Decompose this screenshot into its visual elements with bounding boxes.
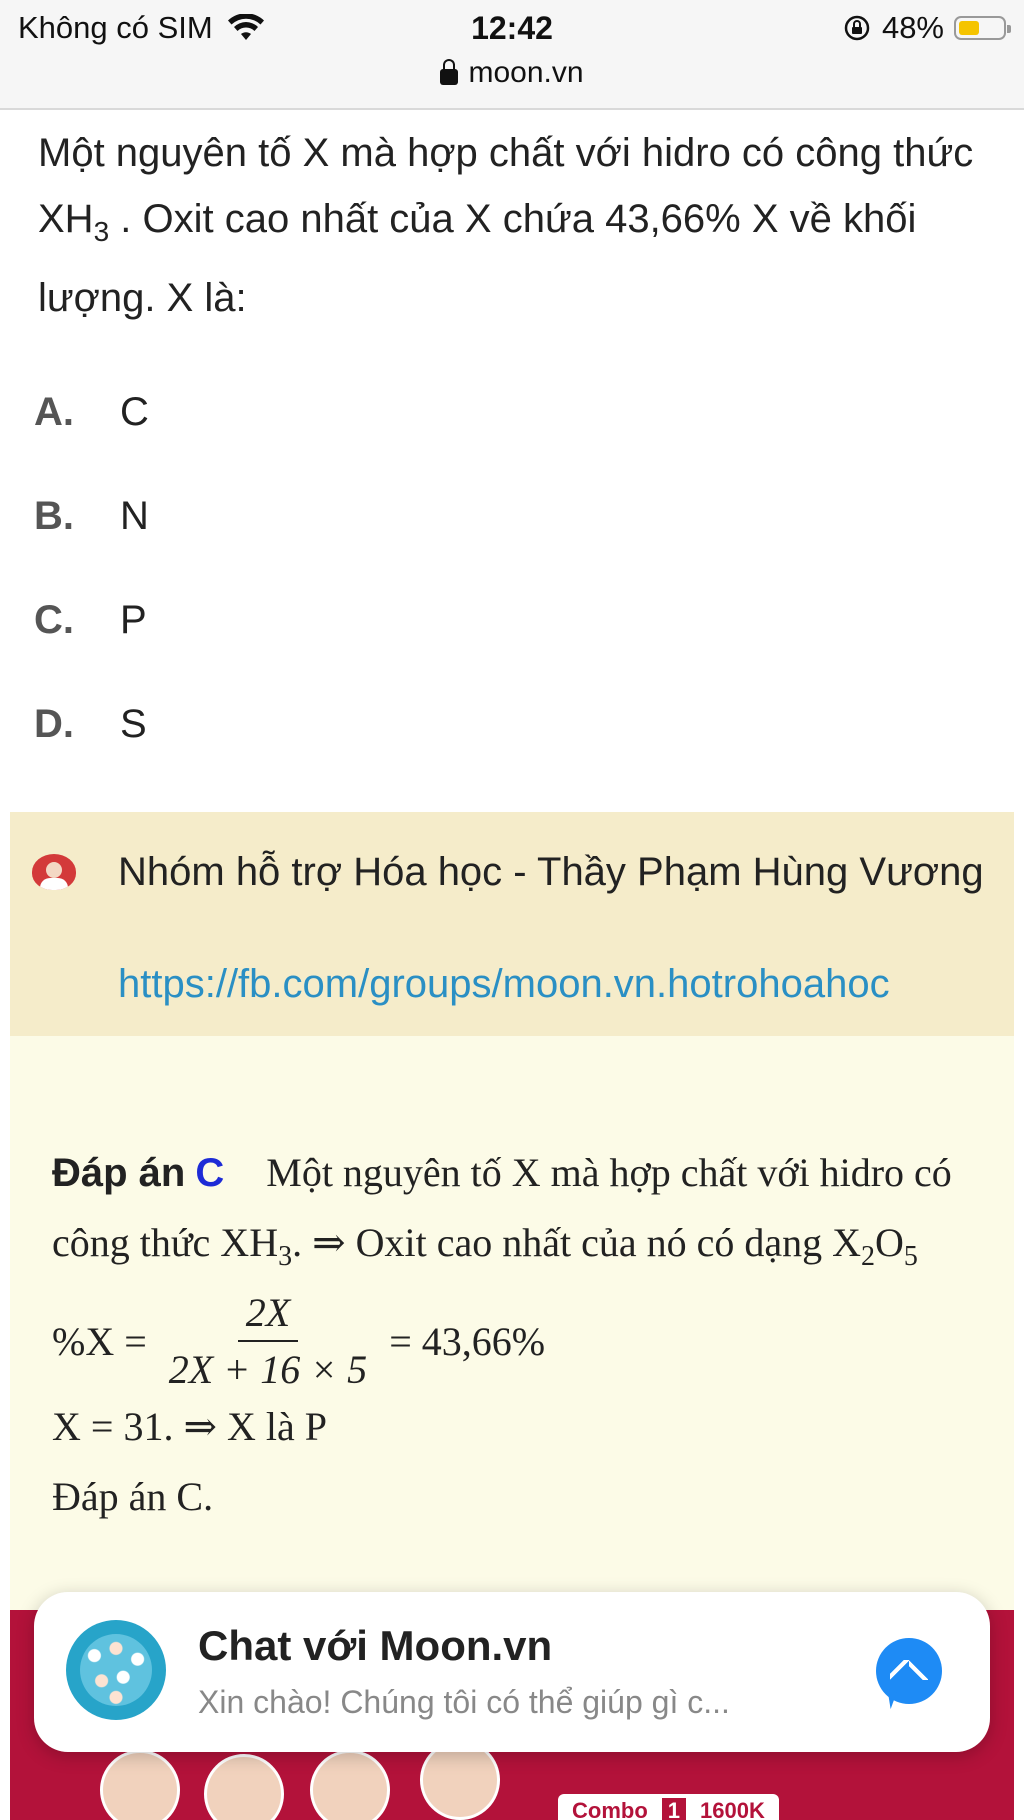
formula-fraction: [161, 1286, 375, 1398]
clock: 12:42: [471, 10, 553, 46]
status-bar: [0, 0, 1024, 110]
question-text: [38, 120, 988, 331]
oxide-sub2: 5: [903, 1241, 918, 1272]
moon-logo-icon: [66, 1620, 166, 1720]
answer-key: C: [195, 1151, 225, 1195]
oxide-o: O: [874, 1220, 904, 1265]
logo-graphic: [80, 1634, 152, 1706]
answer-line1-sub: 3: [278, 1241, 293, 1272]
teacher-photo: [310, 1750, 390, 1820]
option-letter: A.: [34, 389, 74, 434]
option-text: S: [120, 701, 147, 746]
battery-percent: 48%: [881, 10, 944, 45]
answer-line1-end: . ⇒ Oxit cao nhất của nó có dạng X: [292, 1220, 861, 1265]
support-group-title: Nhóm hỗ trợ Hóa học - Thầy Phạm Hùng Vương: [118, 850, 984, 894]
option-a[interactable]: [34, 360, 149, 464]
answer-paragraph: [52, 1138, 992, 1292]
option-letter: B.: [34, 493, 74, 538]
teacher-photo: [420, 1740, 500, 1820]
chat-subtitle: Xin chào! Chúng tôi có thể giúp gì c...: [198, 1684, 730, 1720]
option-letter: D.: [34, 701, 74, 746]
carrier-label: Không có SIM: [18, 10, 213, 45]
support-group-box: [10, 812, 1014, 1036]
formula-numerator: 2X: [238, 1286, 298, 1342]
answer-line1: Một nguyên tố X mà hợp chất với hidro có công thức XH: [52, 1150, 952, 1265]
answer-label: Đáp án: [52, 1151, 186, 1195]
chat-widget[interactable]: [34, 1592, 990, 1752]
combo-price: 1600K: [700, 1798, 765, 1820]
option-letter: C.: [34, 597, 74, 642]
option-c[interactable]: [34, 568, 149, 672]
support-group-link[interactable]: https://fb.com/groups/moon.vn.hotrohoahoc: [118, 962, 890, 1006]
option-text: N: [120, 493, 149, 538]
answer-panel: [10, 1036, 1014, 1610]
option-text: P: [120, 597, 147, 642]
question-part1: Một nguyên tố X mà hợp chất với hidro có công thức XH: [38, 131, 974, 241]
answer-options: [34, 360, 149, 776]
url-text: moon.vn: [468, 56, 584, 89]
option-d[interactable]: [34, 672, 149, 776]
formula-right: = 43,66%: [389, 1319, 546, 1364]
lock-icon: [440, 69, 458, 85]
teacher-photo: [204, 1754, 284, 1820]
formula-denominator: 2X + 16 × 5: [168, 1347, 368, 1392]
combo-label: Combo: [572, 1798, 648, 1820]
option-b[interactable]: [34, 464, 149, 568]
combo-number: 1: [662, 1798, 686, 1820]
teacher-photo: [100, 1750, 180, 1820]
question-part2: . Oxit cao nhất của X chứa 43,66% X về khối lượng. X là:: [38, 197, 917, 320]
answer-final: Đáp án C.: [52, 1474, 214, 1519]
answer-body: [52, 1138, 992, 1532]
oxide-sub1: 2: [860, 1241, 875, 1272]
status-right: [842, 10, 1006, 46]
combo-badge: [558, 1794, 779, 1820]
orientation-lock-icon: [842, 13, 872, 43]
battery-fill: [959, 21, 979, 35]
chat-title: Chat với Moon.vn: [198, 1622, 553, 1669]
answer-result: X = 31. ⇒ X là P: [52, 1404, 327, 1449]
battery-icon: [954, 16, 1006, 40]
address-bar[interactable]: [0, 56, 1024, 90]
teacher-avatar: [32, 854, 76, 890]
percent-formula: [52, 1292, 992, 1392]
question-subscript: 3: [93, 216, 110, 247]
formula-left: %X =: [52, 1319, 147, 1364]
option-text: C: [120, 389, 149, 434]
